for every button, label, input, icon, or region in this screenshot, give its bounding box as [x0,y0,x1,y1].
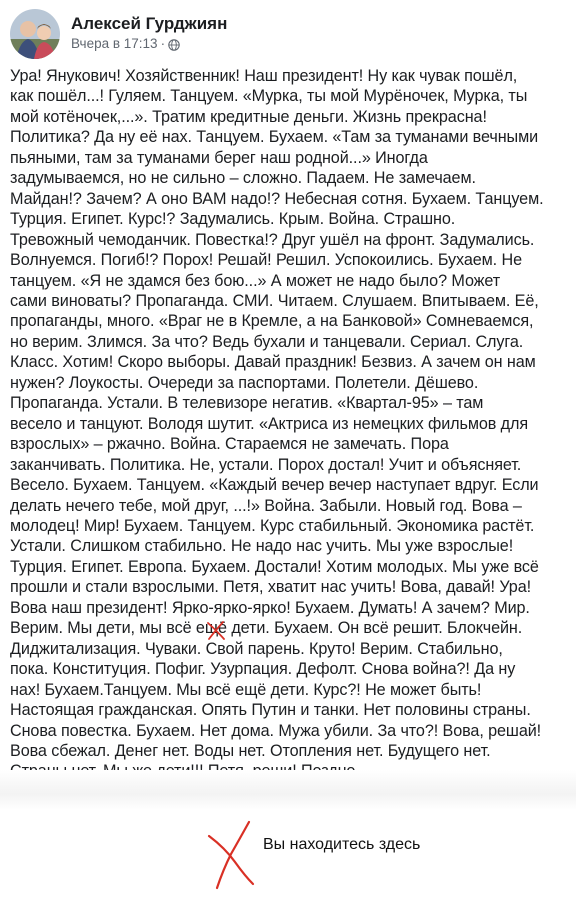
post-text-line: Устали. Слишком стабильно. Не надо нас учить. Мы уже взрослые! [10,537,514,556]
author-name[interactable]: Алексей Гурджиян [71,14,228,33]
post-text-line: Настоящая гражданская. Опять Путин и танки. Нет половины страны. [10,701,531,720]
post-text-line: пропаганды, много. «Враг не в Кремле, а на Банковой» Сомневаемся, [10,312,534,331]
post-timestamp[interactable]: Вчера в 17:13 [71,36,158,51]
post-text-line: Политика? Да ну её нах. Танцуем. Бухаем. «Там за туманами вечными [10,128,539,147]
post-meta [71,35,227,53]
post-text-line: Волнуемся. Погиб!? Порох! Решай! Решил. Успокоились. Бухаем. Не [10,251,522,270]
post-body [10,66,570,782]
post-text-line: пока. Конституция. Пофиг. Узурпация. Дефолт. Снова война?! Да ну [10,660,516,679]
post-text-line: мой котёночек,...». Тратим кредитные деньги. Жизнь прекрасна! [10,107,487,126]
screenshot-divider [0,770,576,810]
post-text-line: Ура! Янукович! Хозяйственник! Наш президент! Ну как чувак пошёл, [10,67,518,85]
you-are-here-label: Вы находитесь здесь [263,836,421,853]
you-are-here-cross-icon [205,818,257,890]
post-text-line: Снова повестка. Бухаем. Нет дома. Мужа убили. За что?! Вова, решай! [10,721,542,740]
post-text-line: Верим. Мы дети, мы всё ещё дети. Бухаем. Он всё решит. Блокчейн. [10,619,523,638]
post-text-line: пьяными, там за туманами берег наш родной...» Иногда [10,148,428,167]
post-text-line: заканчивать. Политика. Не, устали. Порох достал! Учит и объясняет. [10,455,522,474]
post-text-line: нах! Бухаем.Танцуем. Мы всё ещё дети. Курс?! Не может быть! [10,680,482,699]
post-text-line: делать нечего тебе, мой друг, ...!» Война. Забыли. Новый год. Вова – [10,496,522,515]
post-text-line: Диджитализация. Чуваки. Свой парень. Круто! Верим. Стабильно, [10,639,503,658]
post-text-line: Турция. Египет. Курс!? Задумались. Крым. Война. Страшно. [10,210,456,229]
post-text-line: но верим. Злимся. За что? Ведь бухали и танцевали. Сериал. Слуга. [10,332,524,351]
post-text-line: взрослых» – ржачно. Война. Стараемся не замечать. Пора [10,435,449,454]
post-text-line: Тревожный чемоданчик. Повестка!? Друг ушёл на фронт. Задумались. [10,230,535,249]
post-text-line: Вова сбежал. Денег нет. Воды нет. Отопления нет. Будущего нет. [10,741,491,760]
post-text-line: сами виноваты? Пропаганда. СМИ. Читаем. Слушаем. Впитываем. Её, [10,291,539,310]
post-header [10,8,227,60]
post-text-line: Класс. Хотим! Скоро выборы. Давай праздник! Безвиз. А зачем он нам [10,353,536,372]
post-text-line: Пропаганда. Устали. В телевизоре негатив. «Квартал-95» – там [10,394,484,413]
meta-separator: · [160,36,166,51]
post-text-line: танцуем. «Я не здамся без бою...» А может не надо было? Может [10,271,501,290]
avatar-photo-icon [10,9,60,59]
post-text-line: как пошёл...! Гуляем. Танцуем. «Мурка, ты мой Мурёночек, Мурка, ты [10,87,528,106]
post-text-line: нужен? Лоукосты. Очереди за паспортами. Полетели. Дёшево. [10,373,479,392]
post-text-line: молодец! Мир! Бухаем. Танцуем. Курс стабильный. Экономика растёт. [10,516,535,535]
post-text-line: весело и танцуют. Володя шутит. «Актриса из немецких фильмов для [10,414,529,433]
post-text-line: Вова наш президент! Ярко-ярко-ярко! Бухаем. Думать! А зачем? Мир. [10,598,530,617]
globe-icon [168,38,180,50]
avatar[interactable] [10,9,60,59]
author-block [71,13,227,53]
post-text-line: Весело. Бухаем. Танцуем. «Каждый вечер вечер наступает вдруг. Если [10,476,539,495]
post-text-line: прошли и стали взрослыми. Петя, хватит нас учить! Вова, давай! Ура! [10,578,532,597]
post-text-line: задумываемся, но не сильно – сложно. Падаем. Не замечаем. [10,169,476,188]
red-cross-mark-icon [205,620,227,642]
post-text-line: Майдан!? Зачем? А оно ВАМ надо!? Небесная сотня. Бухаем. Танцуем. [10,189,544,208]
post-text-line: Турция. Египет. Европа. Бухаем. Достали! Хотим молодых. Мы уже всё [10,557,539,576]
